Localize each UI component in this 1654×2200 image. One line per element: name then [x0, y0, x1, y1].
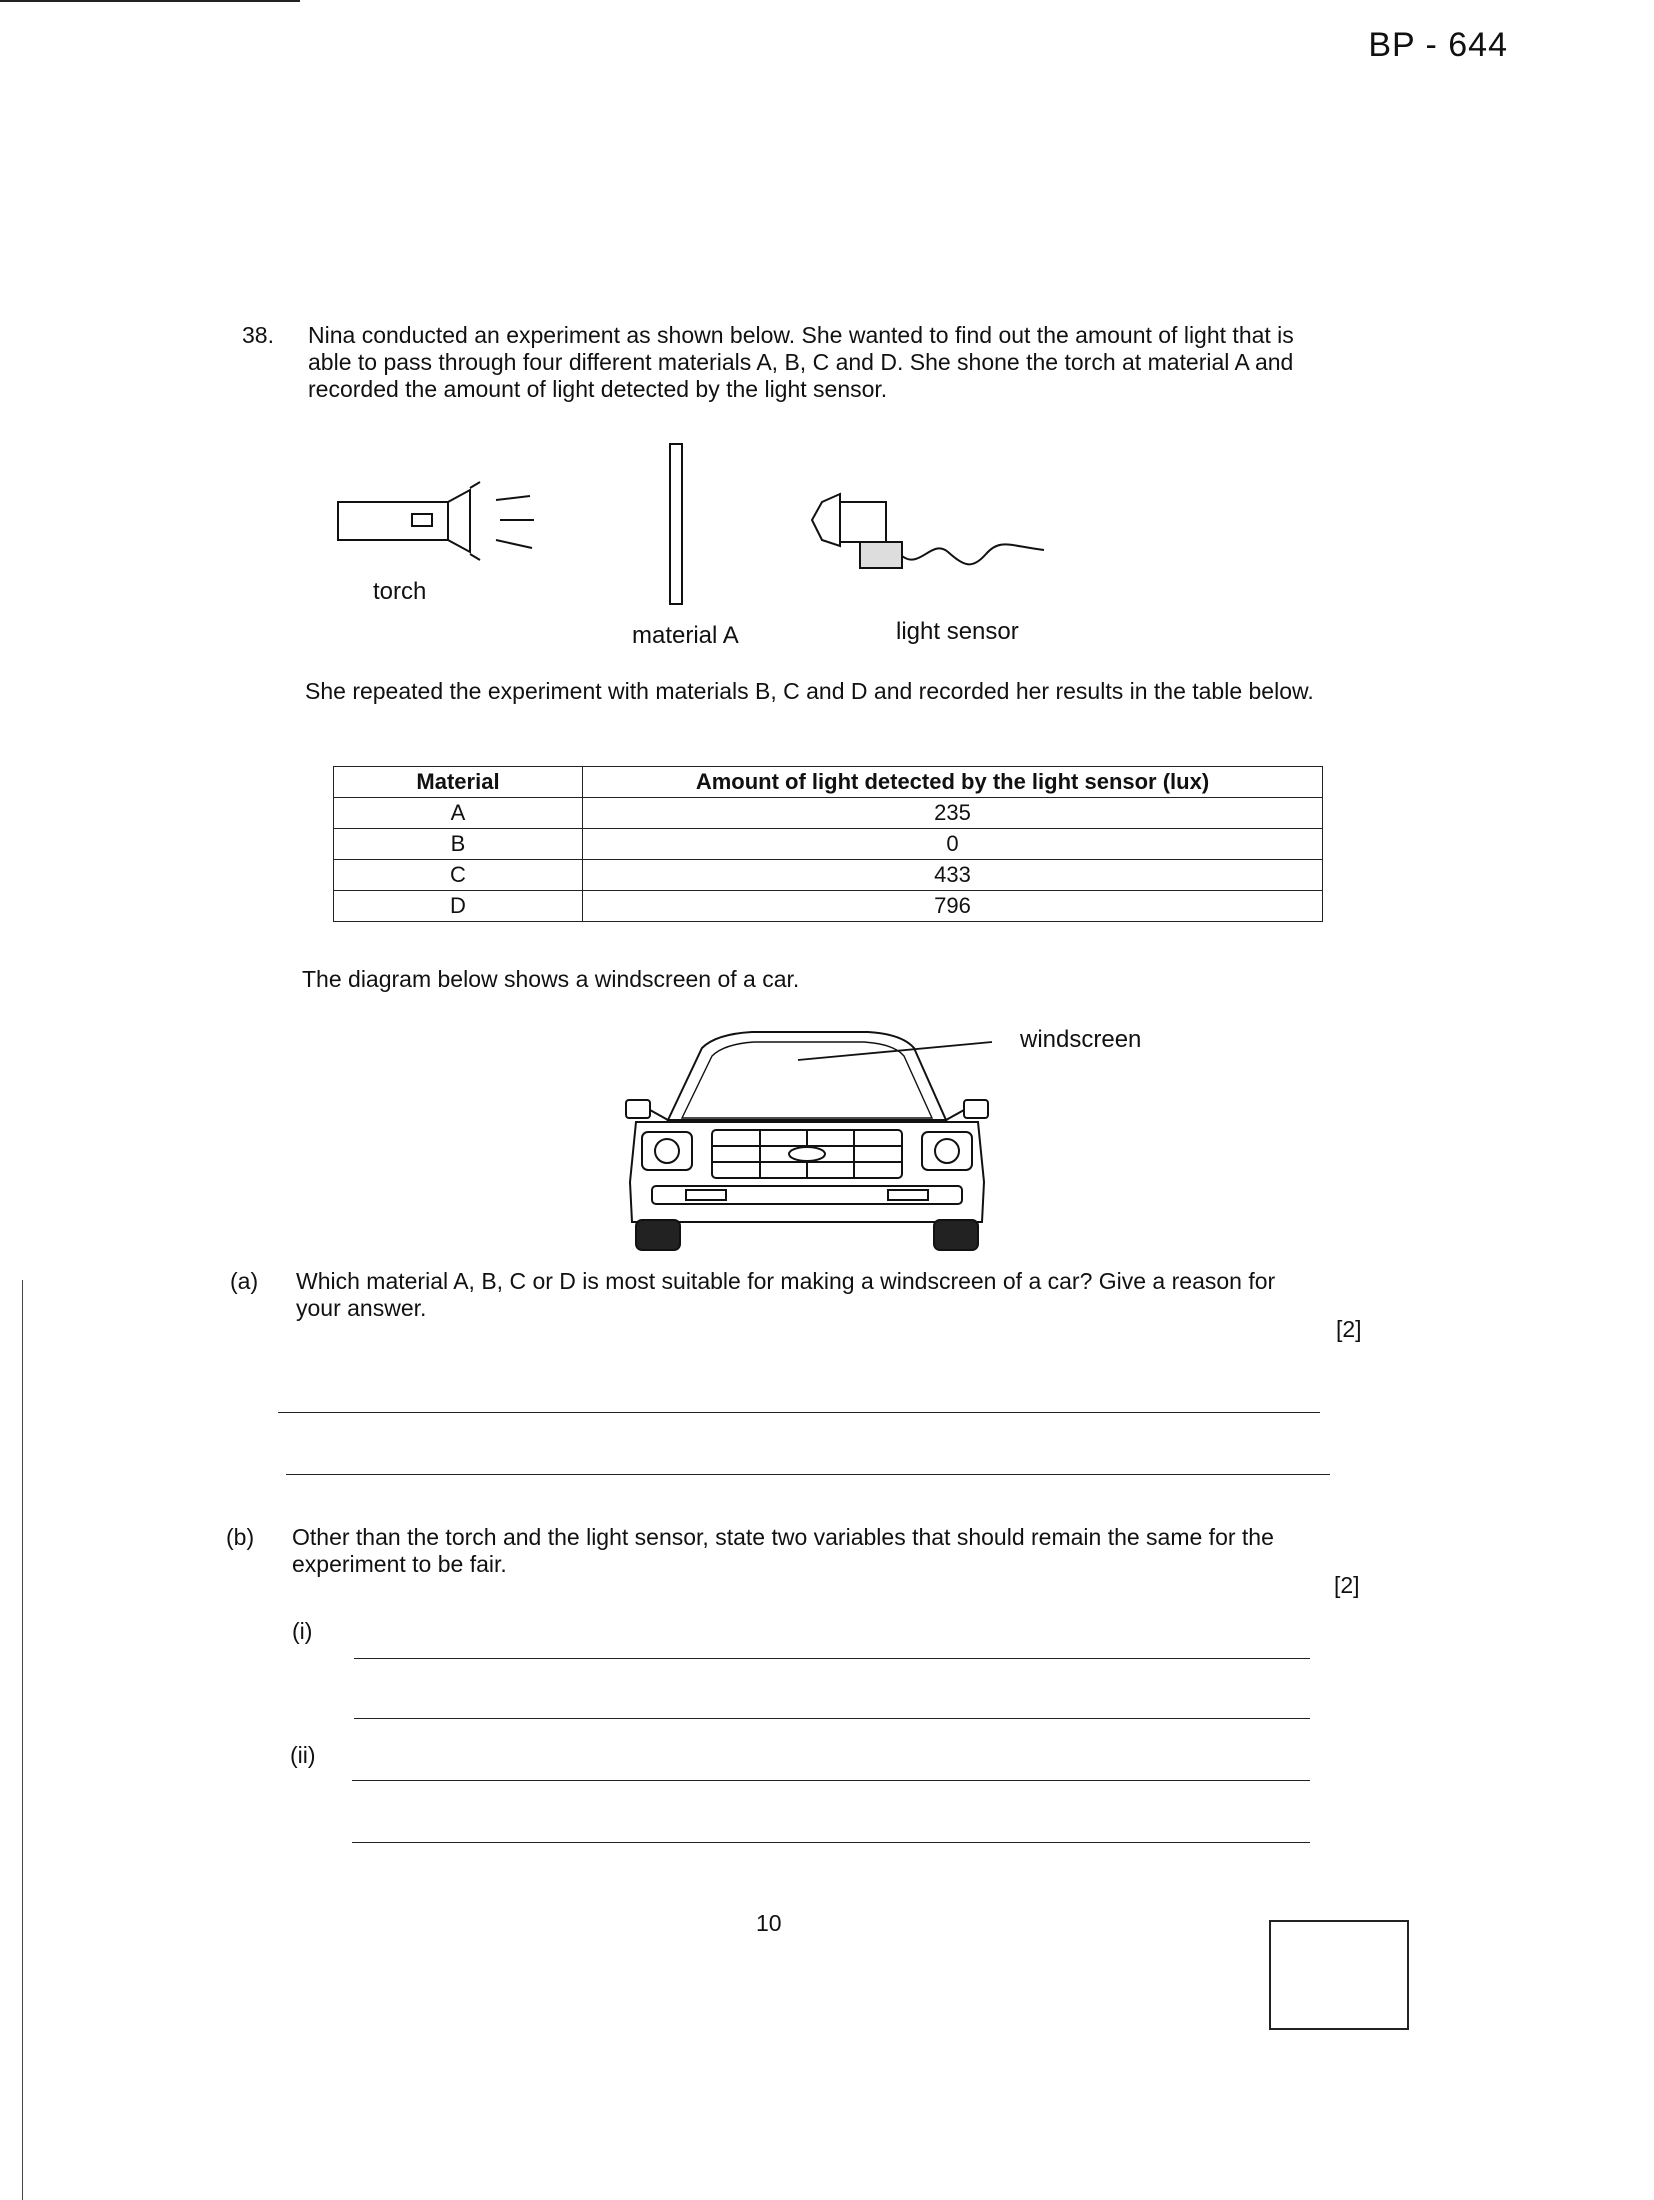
material-cell: A — [334, 798, 583, 829]
experiment-diagram — [320, 430, 1060, 610]
question-intro: Nina conducted an experiment as shown below. She wanted to find out the amount of light that is able to pass through four different materials A, B, C and D. She shone the torch at material A and recorded the amount of light detected by the light sensor. — [308, 322, 1294, 402]
page-number: 10 — [756, 1910, 782, 1936]
part-a-text: Which material A, B, C or D is most suitable for making a windscreen of a car? Give a reason for your answer. — [296, 1268, 1276, 1321]
top-rule — [0, 0, 300, 2]
sensor-label: light sensor — [896, 618, 1019, 645]
diagram-text: The diagram below shows a windscreen of a car. — [302, 966, 800, 992]
marks-box — [1269, 1920, 1409, 2030]
torch-icon — [338, 482, 534, 560]
amount-cell: 796 — [583, 891, 1323, 922]
answer-line-a1[interactable] — [278, 1412, 1320, 1413]
header-amount: Amount of light detected by the light sensor (lux) — [583, 767, 1323, 798]
question-number: 38. — [242, 322, 274, 348]
car-icon — [626, 1032, 988, 1250]
part-b-label: (b) — [226, 1524, 255, 1550]
table-header-row — [334, 767, 1323, 798]
material-cell: D — [334, 891, 583, 922]
material-cell: C — [334, 860, 583, 891]
table-row — [334, 891, 1323, 922]
answer-line-b-i-1[interactable] — [354, 1658, 1310, 1659]
part-b-text: Other than the torch and the light sensor, state two variables that should remain the same for the experiment to be fair. — [292, 1524, 1274, 1577]
amount-cell: 235 — [583, 798, 1323, 829]
material-label: material A — [632, 622, 739, 649]
table-row — [334, 860, 1323, 891]
material-cell: B — [334, 829, 583, 860]
answer-line-b-i-2[interactable] — [354, 1718, 1310, 1719]
windscreen-pointer — [798, 1042, 992, 1060]
table-row — [334, 798, 1323, 829]
document-code: BP - 644 — [1368, 26, 1508, 64]
answer-line-a2[interactable] — [286, 1474, 1330, 1475]
amount-cell: 0 — [583, 829, 1323, 860]
part-b-sub-ii: (ii) — [290, 1742, 316, 1768]
part-b-sub-i: (i) — [292, 1618, 313, 1644]
part-a-marks: [2] — [1336, 1316, 1362, 1342]
results-table — [333, 766, 1323, 922]
answer-line-b-ii-2[interactable] — [352, 1842, 1310, 1843]
amount-cell: 433 — [583, 860, 1323, 891]
header-material: Material — [334, 767, 583, 798]
answer-line-b-ii-1[interactable] — [352, 1780, 1310, 1781]
torch-label: torch — [373, 578, 427, 605]
material-a-icon — [670, 444, 682, 604]
part-a-label: (a) — [230, 1268, 259, 1294]
margin-rule — [22, 1280, 23, 2200]
light-sensor-icon — [812, 494, 1044, 568]
table-row — [334, 829, 1323, 860]
part-b-marks: [2] — [1334, 1572, 1360, 1598]
car-diagram — [612, 1022, 1022, 1252]
repeat-text: She repeated the experiment with materials B, C and D and recorded her results in the table below. — [305, 678, 1314, 704]
windscreen-label: windscreen — [1020, 1026, 1142, 1053]
